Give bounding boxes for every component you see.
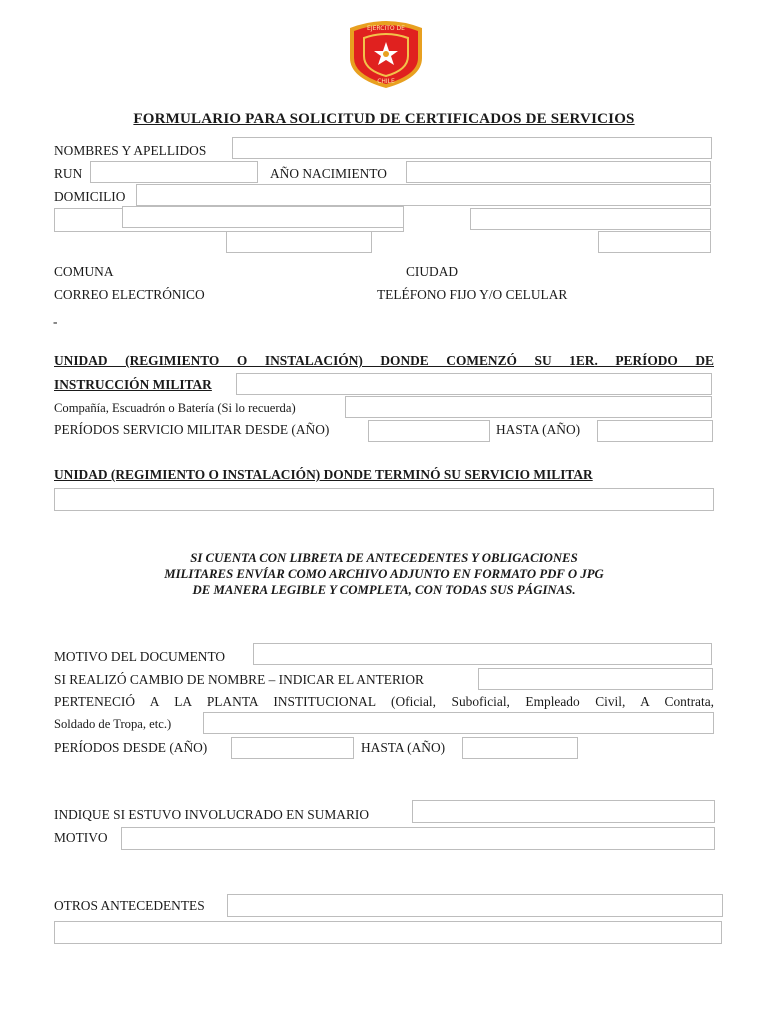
label-domicilio: DOMICILIO	[54, 189, 126, 204]
input-planta-institucional[interactable]	[203, 712, 714, 734]
input-sumario[interactable]	[412, 800, 715, 823]
input-periodos-hasta[interactable]	[462, 737, 578, 759]
input-motivo-documento[interactable]	[253, 643, 712, 665]
input-run[interactable]	[90, 161, 258, 183]
label-periodos-hasta: HASTA (AÑO)	[361, 740, 446, 755]
label-periodos-servicio: PERÍODOS SERVICIO MILITAR DESDE (AÑO)	[54, 422, 330, 437]
label-run: RUN	[54, 166, 83, 181]
input-unidad-termino[interactable]	[54, 488, 714, 511]
label-sumario: INDIQUE SI ESTUVO INVOLUCRADO EN SUMARIO	[54, 807, 370, 822]
input-cambio-nombre[interactable]	[478, 668, 713, 690]
label-telefono: TELÉFONO FIJO Y/O CELULAR	[377, 287, 568, 302]
label-otros-antecedentes: OTROS ANTECEDENTES	[54, 898, 205, 913]
label-nacimiento: AÑO NACIMIENTO	[270, 166, 387, 181]
input-otros-antecedentes-2[interactable]	[54, 921, 722, 944]
label-ciudad: CIUDAD	[406, 264, 459, 279]
input-unidad-inicio[interactable]	[236, 373, 712, 395]
dash-mark: -	[53, 314, 58, 329]
input-motivo-sumario[interactable]	[121, 827, 715, 850]
input-nombres[interactable]	[232, 137, 712, 159]
svg-text:EJERCITO DE: EJERCITO DE	[367, 25, 405, 32]
label-comuna: COMUNA	[54, 264, 114, 279]
input-nacimiento[interactable]	[406, 161, 711, 183]
input-periodos-desde[interactable]	[231, 737, 354, 759]
input-ciudad[interactable]	[598, 231, 711, 253]
input-compania[interactable]	[345, 396, 712, 418]
label-hasta-servicio: HASTA (AÑO)	[496, 422, 581, 437]
note-line3: DE MANERA LEGIBLE Y COMPLETA, CON TODAS SUS PÁGINAS.	[192, 583, 576, 597]
form-title: FORMULARIO PARA SOLICITUD DE CERTIFICADOS DE SERVICIOS	[133, 111, 635, 127]
ejercito-logo	[344, 18, 428, 90]
input-otros-antecedentes[interactable]	[227, 894, 723, 917]
heading-termino: UNIDAD (REGIMIENTO O INSTALACIÓN) DONDE TERMINÓ SU SERVICIO MILITAR	[54, 467, 593, 482]
label-planta-institucional-2: Soldado de Tropa, etc.)	[54, 717, 172, 731]
input-periodo-desde[interactable]	[368, 420, 490, 442]
heading-inicio-line2: INSTRUCCIÓN MILITAR	[54, 377, 212, 392]
label-planta-institucional: PERTENECIÓ A LA PLANTA INSTITUCIONAL (Oficial, Suboficial, Empleado Civil, A Contrata,	[54, 694, 714, 709]
svg-text:CHILE: CHILE	[377, 78, 395, 85]
heading-inicio: UNIDAD (REGIMIENTO O INSTALACIÓN) DONDE COMENZÓ SU 1ER. PERÍODO DE	[54, 353, 714, 368]
label-motivo-documento: MOTIVO DEL DOCUMENTO	[54, 649, 226, 664]
input-comuna[interactable]	[226, 231, 372, 253]
label-periodos-desde: PERÍODOS DESDE (AÑO)	[54, 740, 208, 755]
note-line2: MILITARES ENVÍAR COMO ARCHIVO ADJUNTO EN FORMATO PDF O JPG	[164, 567, 604, 581]
label-correo: CORREO ELECTRÓNICO	[54, 287, 205, 302]
input-domicilio-2b[interactable]	[122, 206, 404, 228]
label-cambio-nombre: SI REALIZÓ CAMBIO DE NOMBRE – INDICAR EL ANTERIOR	[54, 672, 424, 687]
input-domicilio-2c[interactable]	[470, 208, 711, 230]
note-line1: SI CUENTA CON LIBRETA DE ANTECEDENTES Y OBLIGACIONES	[190, 551, 578, 565]
input-periodo-hasta[interactable]	[597, 420, 713, 442]
input-domicilio[interactable]	[136, 184, 711, 206]
label-nombres: NOMBRES Y APELLIDOS	[54, 143, 207, 158]
label-motivo-sumario: MOTIVO	[54, 830, 108, 845]
label-compania: Compañía, Escuadrón o Batería (Si lo recuerda)	[54, 401, 296, 415]
